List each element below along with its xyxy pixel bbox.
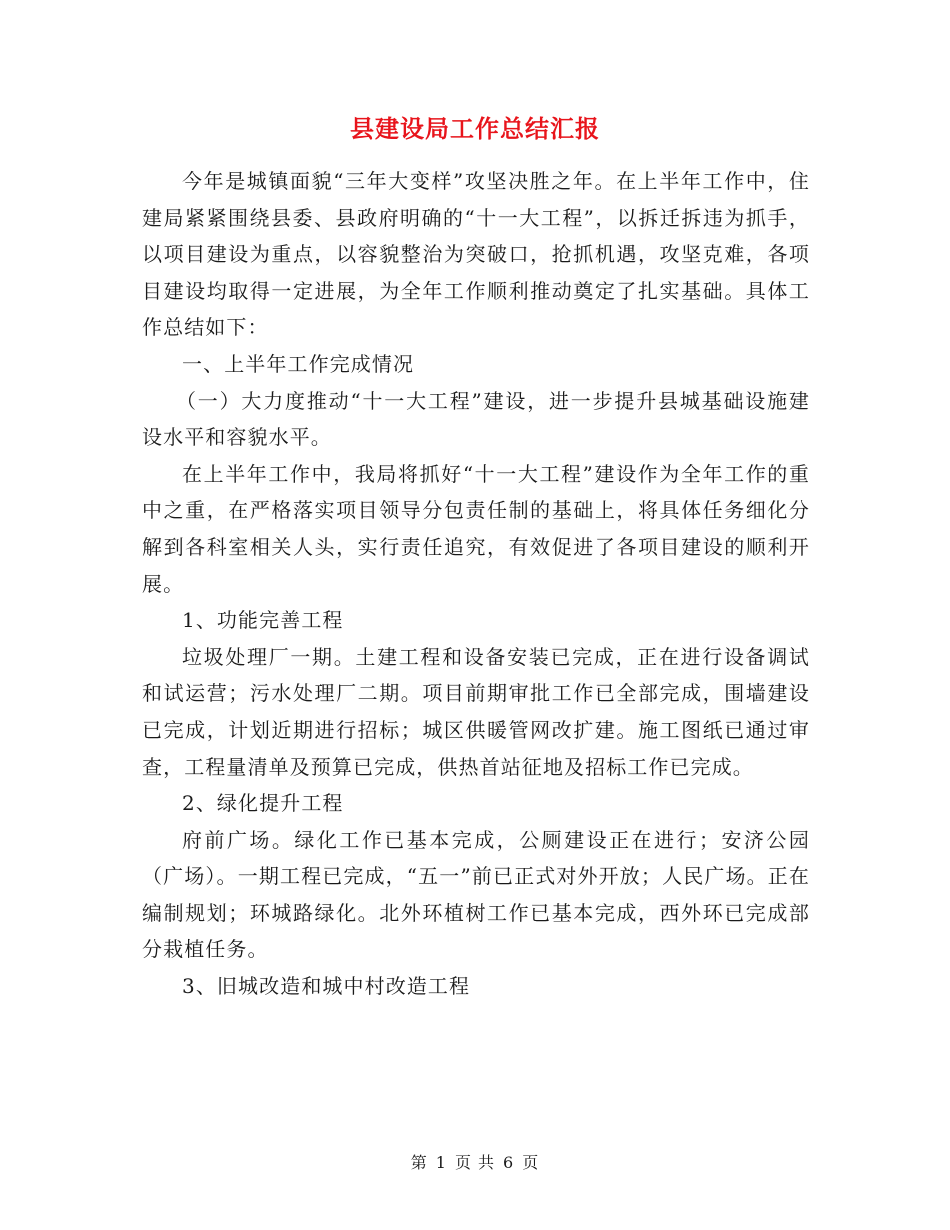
- footer-current-page: 1: [435, 1153, 447, 1172]
- item-heading-3: 3、旧城改造和城中村改造工程: [182, 974, 471, 999]
- page-footer: [0, 1152, 950, 1174]
- intro-paragraph: 今年是城镇面貌“三年大变样”攻坚决胜之年。在上半年工作中，住建局紧紧围绕县委、县政府明确的“十一大工程”，以拆迁拆违为抓手，以项目建设为重点，以容貌整治为突破口，抢抓机遇，攻坚克难，各项目建设均取得一定进展，为全年工作顺利推动奠定了扎实基础。具体工作总结如下：: [142, 169, 810, 340]
- footer-suffix: 页: [522, 1153, 540, 1172]
- footer-total-pages: 6: [503, 1153, 515, 1172]
- document-body: [142, 163, 810, 1005]
- body-paragraph-3: 垃圾处理厂一期。土建工程和设备安装已完成，正在进行设备调试和试运营；污水处理厂二期。项目前期审批工作已全部完成，围墙建设已完成，计划近期进行招标；城区供暖管网改扩建。施工图纸已通过审查，工程量清单及预算已完成，供热首站征地及招标工作已完成。: [142, 644, 810, 779]
- body-paragraph-4: 府前广场。绿化工作已基本完成，公厕建设正在进行；安济公园（广场）。一期工程已完成，“五一”前已正式对外开放；人民广场。正在编制规划；环城路绿化。北外环植树工作已基本完成，西外环已完成部分栽植任务。: [142, 827, 810, 962]
- section-heading-1: 一、上半年工作完成情况: [182, 351, 415, 376]
- body-paragraph-2: 在上半年工作中，我局将抓好“十一大工程”建设作为全年工作的重中之重，在严格落实项目领导分包责任制的基础上，将具体任务细化分解到各科室相关人头，实行责任追究，有效促进了各项目建设的顺利开展。: [142, 461, 810, 596]
- item-heading-1: 1、功能完善工程: [182, 608, 344, 633]
- footer-mid: 页 共: [454, 1153, 496, 1172]
- subsection-heading-1: （一）大力度推动“十一大工程”建设，进一步提升县城基础设施建设水平和容貌水平。: [142, 388, 810, 450]
- item-heading-2: 2、绿化提升工程: [182, 791, 344, 816]
- document-title: 县建设局工作总结汇报: [350, 114, 600, 143]
- footer-prefix: 第: [410, 1153, 428, 1172]
